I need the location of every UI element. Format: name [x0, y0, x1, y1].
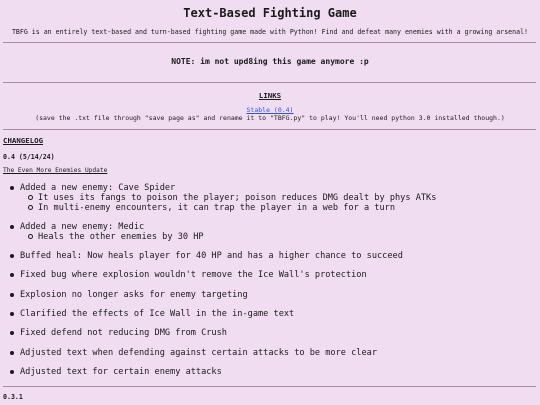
bullet-icon [10, 225, 14, 229]
version-heading: 0.4 (5/14/24) [3, 153, 55, 161]
bullet-icon [10, 293, 14, 297]
list-item: Added a new enemy: Cave Spider [7, 183, 175, 193]
sub-list-item: In multi-enemy encounters, it can trap the player in a web for a turn [28, 203, 395, 213]
bullet-icon [10, 370, 14, 374]
links-heading: LINKS [258, 91, 282, 100]
bullet-icon [10, 254, 14, 258]
circle-bullet-icon [28, 234, 33, 239]
save-instructions: (save the .txt file through "save page as" and rename it to "TBFG.py" to play! You'll need python 3.0 installed though.) [35, 114, 505, 122]
version-heading: 0.3.1 [3, 393, 23, 401]
bullet-icon [10, 312, 14, 316]
list-item: Adjusted text when defending against certain attacks to be more clear [7, 348, 377, 358]
bullet-icon [10, 186, 14, 190]
divider [3, 129, 536, 130]
bullet-icon [10, 331, 14, 335]
sub-list-item: It uses its fangs to poison the player; poison reduces DMG dealt by phys ATKs [28, 193, 436, 203]
changelog-heading: CHANGELOG [3, 136, 44, 145]
circle-bullet-icon [28, 205, 33, 210]
divider [3, 386, 536, 387]
stable-download-link[interactable]: Stable (0.4) [246, 106, 294, 114]
list-item: Fixed defend not reducing DMG from Crush [7, 328, 227, 338]
stable-link-row [0, 106, 540, 114]
note-text: NOTE: im not upd8ing this game anymore :p [171, 57, 369, 66]
list-item: Explosion no longer asks for enemy targeting [7, 290, 248, 300]
page-title: Text-Based Fighting Game [183, 6, 357, 20]
list-item: Adjusted text for certain enemy attacks [7, 367, 222, 377]
update-name: The Even More Enemies Update [3, 167, 108, 174]
divider [3, 42, 536, 43]
circle-bullet-icon [28, 195, 33, 200]
list-item: Clarified the effects of Ice Wall in the in-game text [7, 309, 294, 319]
divider [3, 82, 536, 83]
bullet-icon [10, 351, 14, 355]
page-subtitle: TBFG is an entirely text-based and turn-based fighting game made with Python! Find and defeat many enemies with a growing arsenal! [11, 28, 529, 36]
list-item: Fixed bug where explosion wouldn't remove the Ice Wall's protection [7, 270, 367, 280]
list-item: Buffed heal: Now heals player for 40 HP and has a higher chance to succeed [7, 251, 403, 261]
list-item: Added a new enemy: Medic [7, 222, 144, 232]
bullet-icon [10, 273, 14, 277]
sub-list-item: Heals the other enemies by 30 HP [28, 232, 204, 242]
